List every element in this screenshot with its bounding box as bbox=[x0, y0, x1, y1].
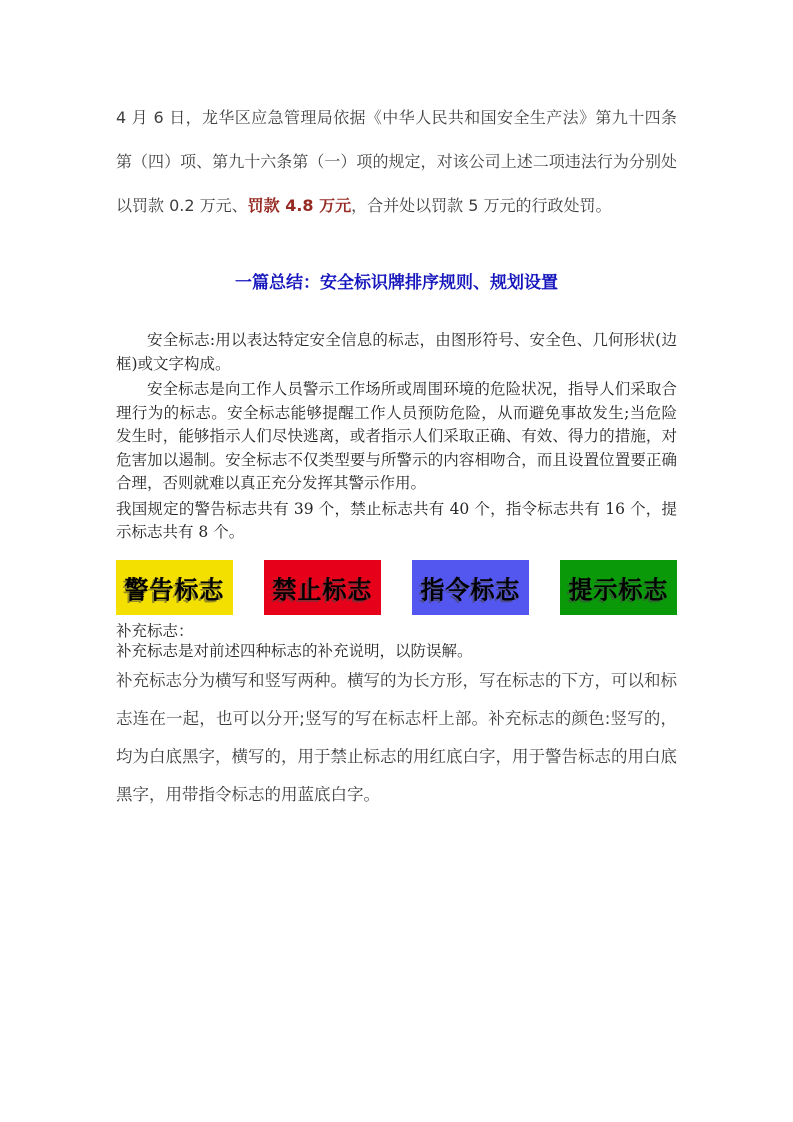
sign-badge-notice-label: 提示标志 bbox=[568, 574, 669, 605]
supplement-title: 补充标志： bbox=[116, 621, 194, 640]
sign-badge-warning-label: 警告标志 bbox=[124, 574, 225, 605]
fine-amount-highlight: 罚款 4.8 万元 bbox=[247, 196, 352, 215]
sign-badge-mandatory bbox=[412, 560, 529, 615]
sign-badge-prohibition-label: 禁止标志 bbox=[272, 574, 373, 605]
supplement-block bbox=[116, 621, 677, 662]
document-content bbox=[116, 0, 677, 814]
sign-badge-notice bbox=[560, 560, 677, 615]
sign-badge-warning bbox=[116, 560, 233, 615]
paragraph-purpose: 安全标志是向工作人员警示工作场所或周围环境的危险状况，指导人们采取合理行为的标志。安全标志能够提醒工作人员预防危险，从而避免事故发生;当危险发生时，能够指示人们尽快逃离，或者指示人们采取正确、有效、得力的措施，对危害加以遏制。安全标志不仅类型要与所警示的内容相吻合，而且设置位置要正确合理，否则就难以真正充分发挥其警示作用。 bbox=[116, 380, 677, 492]
supplement-description: 补充标志是对前述四种标志的补充说明，以防误解。 bbox=[116, 642, 473, 660]
sign-badge-prohibition bbox=[264, 560, 381, 615]
paragraph-definition: 安全标志:用以表达特定安全信息的标志，由图形符号、安全色、几何形状(边框)或文字构成。 bbox=[116, 331, 677, 373]
sign-badge-row bbox=[116, 560, 677, 615]
penalty-text-after: ，合并处以罚款 5 万元的行政处罚。 bbox=[351, 196, 612, 215]
body-text-block bbox=[116, 329, 677, 545]
penalty-text-before: 4 月 6 日，龙华区应急管理局依据《中华人民共和国安全生产法》第九十四条第（四）项、第九十六条第（一）项的规定，对该公司上述二项违法行为分别处以罚款 0.2 万元、 bbox=[116, 108, 677, 215]
sign-badge-mandatory-label: 指令标志 bbox=[420, 574, 521, 605]
paragraph-counts: 我国规定的警告标志共有 39 个，禁止标志共有 40 个，指令标志共有 16 个，提示标志共有 8 个。 bbox=[116, 499, 677, 541]
supplement-detail-paragraph: 补充标志分为横写和竖写两种。横写的为长方形，写在标志的下方，可以和标志连在一起，也可以分开;竖写的写在标志杆上部。补充标志的颜色:竖写的，均为白底黑字，横写的，用于禁止标志的用红底白字，用于警告标志的用白底黑字，用带指令标志的用蓝底白字。 bbox=[116, 670, 677, 804]
article-heading: 一篇总结：安全标识牌排序规则、规划设置 bbox=[235, 273, 558, 293]
penalty-paragraph bbox=[116, 96, 677, 228]
